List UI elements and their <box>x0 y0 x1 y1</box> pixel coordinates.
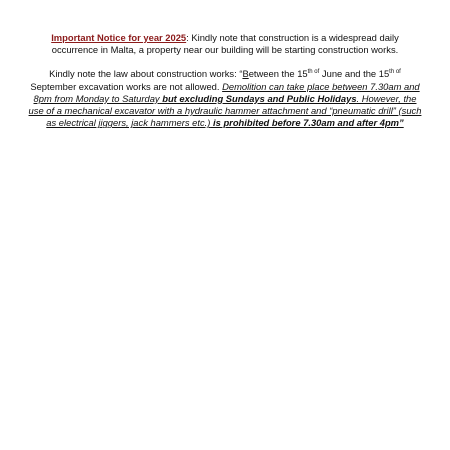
law-prohibited: is prohibited before 7.30am and after 4pm” <box>210 117 404 129</box>
notice-title: Important Notice for year 2025 <box>51 32 187 43</box>
law-demolition: Demolition can take place between 7.30am and 8pm from Monday to Saturday <box>33 80 420 104</box>
law-period: . <box>216 80 220 92</box>
notice-paragraph <box>28 32 422 56</box>
law-b-letter: B <box>242 68 249 80</box>
law-however: . However, the use of a mechanical excavator with a hydraulic hammer attachment and “pneumatic drill” (such as electrical jiggers, jack hammers etc.) <box>28 92 422 129</box>
notice-document <box>28 32 422 129</box>
law-june: June and the 15 <box>319 68 390 80</box>
notice-intro: Kindly note that construction is a widespread daily occurrence in Malta, a property near our building will be starting construction works. <box>51 32 399 56</box>
law-between: etween the 15 <box>248 68 308 80</box>
notice-title-colon: : <box>186 32 189 43</box>
law-superscript-2: th of <box>389 69 401 76</box>
law-excluding: but excluding Sundays and Public Holidays <box>159 92 357 104</box>
law-lead: Kindly note the law about construction works: “ <box>49 68 243 80</box>
law-paragraph <box>28 68 422 129</box>
law-superscript-1: th of <box>307 69 320 76</box>
law-september: September excavation works are not allowed <box>30 80 217 92</box>
